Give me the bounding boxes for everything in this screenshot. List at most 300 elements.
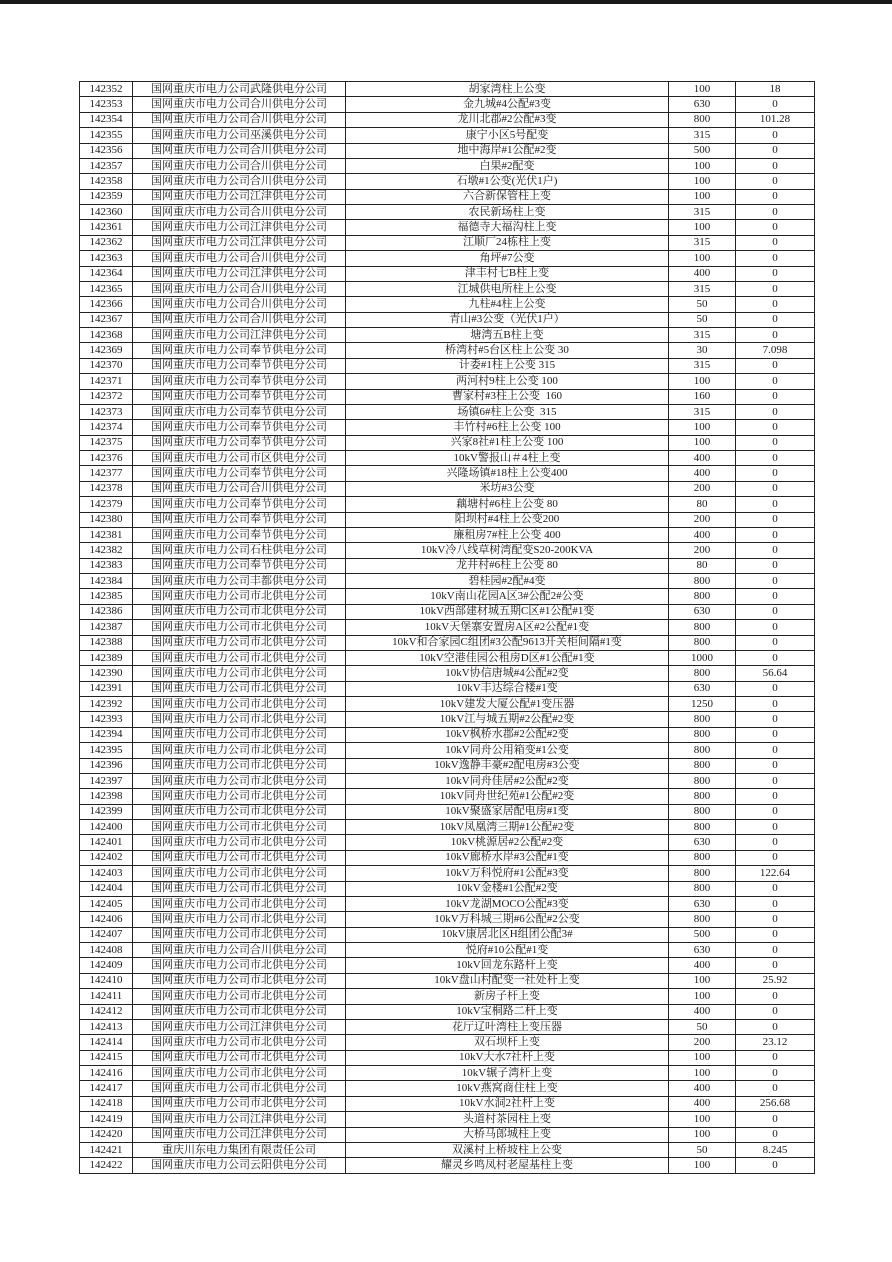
cell-company: 国网重庆市电力公司市北供电分公司: [133, 1035, 346, 1050]
table-row: [80, 835, 815, 850]
cell-capacity: 100: [669, 158, 736, 173]
table-row: [80, 481, 815, 496]
cell-company: 国网重庆市电力公司市北供电分公司: [133, 866, 346, 881]
cell-id: 142357: [80, 158, 133, 173]
cell-company: 国网重庆市电力公司奉节供电分公司: [133, 435, 346, 450]
cell-capacity: 400: [669, 1081, 736, 1096]
cell-transformer-name: 福德寺大福沟柱上变: [346, 220, 669, 235]
cell-capacity: 400: [669, 527, 736, 542]
cell-company: 国网重庆市电力公司江津供电分公司: [133, 1019, 346, 1034]
cell-id: 142385: [80, 589, 133, 604]
cell-company: 国网重庆市电力公司奉节供电分公司: [133, 497, 346, 512]
cell-value: 0: [736, 789, 815, 804]
cell-transformer-name: 10kV大水7社杆上变: [346, 1050, 669, 1065]
cell-company: 国网重庆市电力公司市北供电分公司: [133, 958, 346, 973]
cell-id: 142411: [80, 989, 133, 1004]
cell-id: 142409: [80, 958, 133, 973]
cell-transformer-name: 两河村9柱上公变 100: [346, 374, 669, 389]
cell-transformer-name: 龙川北郡#2公配#3变: [346, 112, 669, 127]
table-row: [80, 128, 815, 143]
table-row: [80, 251, 815, 266]
cell-company: 国网重庆市电力公司市北供电分公司: [133, 1081, 346, 1096]
cell-capacity: 100: [669, 1112, 736, 1127]
cell-capacity: 800: [669, 712, 736, 727]
cell-value: 0: [736, 158, 815, 173]
cell-id: 142354: [80, 112, 133, 127]
cell-company: 国网重庆市电力公司合川供电分公司: [133, 481, 346, 496]
cell-transformer-name: 10kV同舟公用箱变#1公变: [346, 743, 669, 758]
cell-transformer-name: 10kV协信唐城#4公配#2变: [346, 666, 669, 681]
cell-capacity: 315: [669, 281, 736, 296]
cell-id: 142384: [80, 574, 133, 589]
cell-capacity: 400: [669, 1096, 736, 1111]
cell-company: 国网重庆市电力公司市北供电分公司: [133, 850, 346, 865]
cell-value: 0: [736, 297, 815, 312]
table-row: [80, 820, 815, 835]
cell-company: 国网重庆市电力公司合川供电分公司: [133, 297, 346, 312]
cell-value: 0: [736, 727, 815, 742]
table-row: [80, 451, 815, 466]
cell-value: 0: [736, 1019, 815, 1034]
cell-transformer-name: 10kV同舟世纪苑#1公配#2变: [346, 789, 669, 804]
cell-id: 142407: [80, 927, 133, 942]
table-body: [80, 82, 815, 1174]
cell-company: 国网重庆市电力公司江津供电分公司: [133, 1112, 346, 1127]
cell-capacity: 100: [669, 1066, 736, 1081]
cell-capacity: 100: [669, 374, 736, 389]
table-row: [80, 712, 815, 727]
cell-id: 142365: [80, 281, 133, 296]
cell-company: 国网重庆市电力公司江津供电分公司: [133, 1127, 346, 1142]
cell-value: 0: [736, 773, 815, 788]
cell-company: 国网重庆市电力公司江津供电分公司: [133, 235, 346, 250]
cell-value: 0: [736, 943, 815, 958]
cell-capacity: 100: [669, 220, 736, 235]
cell-capacity: 630: [669, 835, 736, 850]
cell-id: 142356: [80, 143, 133, 158]
table-row: [80, 681, 815, 696]
cell-transformer-name: 10kV辗子湾杆上变: [346, 1066, 669, 1081]
cell-value: 0: [736, 604, 815, 619]
cell-transformer-name: 10kV同舟佳居#2公配#2变: [346, 773, 669, 788]
table-row: [80, 727, 815, 742]
cell-capacity: 800: [669, 743, 736, 758]
cell-capacity: 400: [669, 451, 736, 466]
cell-transformer-name: 米坊#3公变: [346, 481, 669, 496]
cell-capacity: 315: [669, 128, 736, 143]
cell-company: 国网重庆市电力公司市北供电分公司: [133, 927, 346, 942]
cell-value: 0: [736, 881, 815, 896]
cell-transformer-name: 江城供电所柱上公变: [346, 281, 669, 296]
cell-transformer-name: 10kV逸静丰豪#2配电房#3公变: [346, 758, 669, 773]
cell-company: 国网重庆市电力公司巫溪供电分公司: [133, 128, 346, 143]
cell-company: 国网重庆市电力公司市北供电分公司: [133, 666, 346, 681]
table-row: [80, 1096, 815, 1111]
cell-company: 国网重庆市电力公司合川供电分公司: [133, 112, 346, 127]
cell-value: 0: [736, 527, 815, 542]
table-row: [80, 1050, 815, 1065]
cell-id: 142359: [80, 189, 133, 204]
cell-company: 国网重庆市电力公司合川供电分公司: [133, 281, 346, 296]
cell-capacity: 50: [669, 1142, 736, 1157]
cell-capacity: 630: [669, 681, 736, 696]
cell-company: 重庆川东电力集团有限责任公司: [133, 1142, 346, 1157]
cell-value: 0: [736, 251, 815, 266]
cell-transformer-name: 九柱#4柱上公变: [346, 297, 669, 312]
cell-id: 142372: [80, 389, 133, 404]
cell-transformer-name: 10kV冷八线草树湾配变S20-200KVA: [346, 543, 669, 558]
table-row: [80, 512, 815, 527]
cell-capacity: 400: [669, 466, 736, 481]
cell-value: 0: [736, 1081, 815, 1096]
cell-id: 142388: [80, 635, 133, 650]
cell-value: 0: [736, 835, 815, 850]
cell-company: 国网重庆市电力公司市北供电分公司: [133, 620, 346, 635]
cell-transformer-name: 曹家村#3柱上公变 160: [346, 389, 669, 404]
table-row: [80, 1112, 815, 1127]
cell-company: 国网重庆市电力公司奉节供电分公司: [133, 558, 346, 573]
cell-transformer-name: 计委#1柱上公变 315: [346, 358, 669, 373]
cell-capacity: 630: [669, 896, 736, 911]
cell-value: 0: [736, 312, 815, 327]
cell-capacity: 800: [669, 112, 736, 127]
cell-transformer-name: 金九城#4公配#3变: [346, 97, 669, 112]
cell-transformer-name: 石墩#1公变(光伏1户): [346, 174, 669, 189]
table-row: [80, 158, 815, 173]
cell-value: 0: [736, 927, 815, 942]
cell-id: 142382: [80, 543, 133, 558]
cell-company: 国网重庆市电力公司合川供电分公司: [133, 97, 346, 112]
cell-value: 0: [736, 697, 815, 712]
table-row: [80, 312, 815, 327]
cell-value: 18: [736, 82, 815, 97]
cell-transformer-name: 10kV和合家园C组团#3公配9613开关柜间隔#1变: [346, 635, 669, 650]
cell-transformer-name: 农民新场柱上变: [346, 205, 669, 220]
cell-transformer-name: 兴家8社#1柱上公变 100: [346, 435, 669, 450]
cell-company: 国网重庆市电力公司奉节供电分公司: [133, 527, 346, 542]
cell-transformer-name: 花厅辽叶湾柱上变压器: [346, 1019, 669, 1034]
table-row: [80, 527, 815, 542]
cell-company: 国网重庆市电力公司市北供电分公司: [133, 773, 346, 788]
table-row: [80, 389, 815, 404]
cell-company: 国网重庆市电力公司市北供电分公司: [133, 697, 346, 712]
cell-capacity: 315: [669, 358, 736, 373]
cell-value: 0: [736, 896, 815, 911]
cell-capacity: 200: [669, 543, 736, 558]
cell-id: 142380: [80, 512, 133, 527]
cell-company: 国网重庆市电力公司奉节供电分公司: [133, 343, 346, 358]
table-row: [80, 281, 815, 296]
cell-value: 0: [736, 574, 815, 589]
cell-transformer-name: 10kV盘山村配变一社处杆上变: [346, 973, 669, 988]
cell-capacity: 400: [669, 1004, 736, 1019]
cell-value: 0: [736, 1127, 815, 1142]
cell-value: 0: [736, 235, 815, 250]
cell-transformer-name: 10kV燕窝商住柱上变: [346, 1081, 669, 1096]
cell-transformer-name: 10kV康居北区H组团公配3#: [346, 927, 669, 942]
cell-value: 0: [736, 1112, 815, 1127]
cell-capacity: 800: [669, 881, 736, 896]
cell-transformer-name: 10kV万科悦府#1公配#3变: [346, 866, 669, 881]
cell-transformer-name: 塘湾五B柱上变: [346, 328, 669, 343]
cell-company: 国网重庆市电力公司合川供电分公司: [133, 143, 346, 158]
cell-id: 142395: [80, 743, 133, 758]
cell-id: 142371: [80, 374, 133, 389]
cell-company: 国网重庆市电力公司市北供电分公司: [133, 896, 346, 911]
cell-company: 国网重庆市电力公司江津供电分公司: [133, 266, 346, 281]
cell-company: 国网重庆市电力公司市北供电分公司: [133, 881, 346, 896]
cell-capacity: 800: [669, 574, 736, 589]
table-row: [80, 1142, 815, 1157]
cell-transformer-name: 江顺厂24栋柱上变: [346, 235, 669, 250]
table-row: [80, 697, 815, 712]
table-row: [80, 958, 815, 973]
cell-id: 142367: [80, 312, 133, 327]
cell-capacity: 50: [669, 1019, 736, 1034]
cell-value: 0: [736, 174, 815, 189]
cell-value: 101.28: [736, 112, 815, 127]
cell-company: 国网重庆市电力公司奉节供电分公司: [133, 420, 346, 435]
cell-value: 0: [736, 466, 815, 481]
cell-id: 142373: [80, 404, 133, 419]
cell-id: 142414: [80, 1035, 133, 1050]
cell-value: 0: [736, 589, 815, 604]
cell-value: 122.64: [736, 866, 815, 881]
cell-id: 142369: [80, 343, 133, 358]
cell-capacity: 160: [669, 389, 736, 404]
cell-transformer-name: 10kV水洞2社杆上变: [346, 1096, 669, 1111]
cell-company: 国网重庆市电力公司市北供电分公司: [133, 743, 346, 758]
cell-company: 国网重庆市电力公司奉节供电分公司: [133, 404, 346, 419]
cell-id: 142352: [80, 82, 133, 97]
table-row: [80, 435, 815, 450]
cell-id: 142405: [80, 896, 133, 911]
cell-capacity: 800: [669, 866, 736, 881]
cell-company: 国网重庆市电力公司市北供电分公司: [133, 1066, 346, 1081]
cell-value: 0: [736, 97, 815, 112]
cell-transformer-name: 青山#3公变（光伏1户）: [346, 312, 669, 327]
cell-id: 142419: [80, 1112, 133, 1127]
cell-value: 0: [736, 281, 815, 296]
cell-id: 142413: [80, 1019, 133, 1034]
cell-id: 142376: [80, 451, 133, 466]
cell-value: 8.245: [736, 1142, 815, 1157]
cell-company: 国网重庆市电力公司云阳供电分公司: [133, 1158, 346, 1173]
cell-transformer-name: 10kV建发大厦公配#1变压器: [346, 697, 669, 712]
cell-transformer-name: 津丰村七B柱上变: [346, 266, 669, 281]
cell-company: 国网重庆市电力公司奉节供电分公司: [133, 466, 346, 481]
table-row: [80, 112, 815, 127]
cell-transformer-name: 白果#2配变: [346, 158, 669, 173]
table-row: [80, 466, 815, 481]
table-row: [80, 989, 815, 1004]
cell-transformer-name: 10kV聚盛家居配电房#1变: [346, 804, 669, 819]
cell-value: 0: [736, 912, 815, 927]
cell-value: 25.92: [736, 973, 815, 988]
cell-transformer-name: 龙井村#6柱上公变 80: [346, 558, 669, 573]
cell-company: 国网重庆市电力公司奉节供电分公司: [133, 358, 346, 373]
cell-value: 0: [736, 128, 815, 143]
cell-company: 国网重庆市电力公司市北供电分公司: [133, 712, 346, 727]
table-row: [80, 189, 815, 204]
cell-company: 国网重庆市电力公司市北供电分公司: [133, 1004, 346, 1019]
table-row: [80, 343, 815, 358]
cell-transformer-name: 角坪#7公变: [346, 251, 669, 266]
cell-capacity: 30: [669, 343, 736, 358]
cell-transformer-name: 头道村茶园柱上变: [346, 1112, 669, 1127]
cell-transformer-name: 10kV龙湖MOCO公配#3变: [346, 896, 669, 911]
cell-id: 142353: [80, 97, 133, 112]
cell-id: 142377: [80, 466, 133, 481]
table-row: [80, 804, 815, 819]
cell-capacity: 100: [669, 973, 736, 988]
table-row: [80, 574, 815, 589]
table-row: [80, 1004, 815, 1019]
cell-capacity: 630: [669, 97, 736, 112]
table-row: [80, 973, 815, 988]
cell-value: 0: [736, 389, 815, 404]
table-row: [80, 543, 815, 558]
cell-value: 0: [736, 758, 815, 773]
table-row: [80, 850, 815, 865]
cell-value: 0: [736, 481, 815, 496]
table-row: [80, 420, 815, 435]
cell-capacity: 100: [669, 1050, 736, 1065]
cell-value: 0: [736, 989, 815, 1004]
cell-transformer-name: 10kV宝桐路二杆上变: [346, 1004, 669, 1019]
cell-company: 国网重庆市电力公司市北供电分公司: [133, 835, 346, 850]
cell-company: 国网重庆市电力公司市北供电分公司: [133, 789, 346, 804]
cell-capacity: 500: [669, 927, 736, 942]
table-row: [80, 943, 815, 958]
cell-company: 国网重庆市电力公司市北供电分公司: [133, 589, 346, 604]
cell-capacity: 100: [669, 82, 736, 97]
cell-company: 国网重庆市电力公司武隆供电分公司: [133, 82, 346, 97]
cell-id: 142408: [80, 943, 133, 958]
cell-id: 142391: [80, 681, 133, 696]
cell-transformer-name: 双溪村上桥坡柱上公变: [346, 1142, 669, 1157]
cell-capacity: 800: [669, 820, 736, 835]
cell-id: 142422: [80, 1158, 133, 1173]
cell-company: 国网重庆市电力公司江津供电分公司: [133, 189, 346, 204]
table-row: [80, 235, 815, 250]
cell-id: 142421: [80, 1142, 133, 1157]
cell-id: 142355: [80, 128, 133, 143]
cell-capacity: 800: [669, 850, 736, 865]
cell-id: 142398: [80, 789, 133, 804]
cell-id: 142392: [80, 697, 133, 712]
cell-capacity: 1000: [669, 650, 736, 665]
cell-id: 142375: [80, 435, 133, 450]
cell-id: 142370: [80, 358, 133, 373]
cell-id: 142381: [80, 527, 133, 542]
cell-id: 142387: [80, 620, 133, 635]
table-row: [80, 97, 815, 112]
cell-transformer-name: 10kV江与城五期#2公配#2变: [346, 712, 669, 727]
table-row: [80, 404, 815, 419]
cell-capacity: 100: [669, 1127, 736, 1142]
cell-id: 142378: [80, 481, 133, 496]
table-row: [80, 1081, 815, 1096]
cell-value: 0: [736, 850, 815, 865]
cell-value: 0: [736, 635, 815, 650]
cell-capacity: 1250: [669, 697, 736, 712]
cell-company: 国网重庆市电力公司市区供电分公司: [133, 451, 346, 466]
cell-capacity: 500: [669, 143, 736, 158]
table-row: [80, 589, 815, 604]
cell-value: 0: [736, 1158, 815, 1173]
cell-company: 国网重庆市电力公司市北供电分公司: [133, 1050, 346, 1065]
cell-transformer-name: 10kV金楼#1公配#2变: [346, 881, 669, 896]
cell-company: 国网重庆市电力公司市北供电分公司: [133, 681, 346, 696]
cell-transformer-name: 六合新保管柱上变: [346, 189, 669, 204]
table-row: [80, 635, 815, 650]
cell-transformer-name: 场镇6#柱上公变 315: [346, 404, 669, 419]
cell-id: 142364: [80, 266, 133, 281]
cell-capacity: 400: [669, 958, 736, 973]
cell-company: 国网重庆市电力公司奉节供电分公司: [133, 512, 346, 527]
cell-value: 0: [736, 804, 815, 819]
table-row: [80, 558, 815, 573]
cell-company: 国网重庆市电力公司江津供电分公司: [133, 220, 346, 235]
cell-capacity: 800: [669, 758, 736, 773]
table-row: [80, 881, 815, 896]
cell-id: 142401: [80, 835, 133, 850]
cell-value: 23.12: [736, 1035, 815, 1050]
table-row: [80, 1127, 815, 1142]
cell-value: 0: [736, 435, 815, 450]
cell-capacity: 200: [669, 1035, 736, 1050]
table-row: [80, 497, 815, 512]
cell-company: 国网重庆市电力公司市北供电分公司: [133, 804, 346, 819]
cell-transformer-name: 10kV天堡寨安置房A区#2公配#1变: [346, 620, 669, 635]
cell-id: 142393: [80, 712, 133, 727]
cell-id: 142386: [80, 604, 133, 619]
cell-value: 0: [736, 558, 815, 573]
cell-transformer-name: 10kV丰达综合楼#1变: [346, 681, 669, 696]
cell-capacity: 200: [669, 481, 736, 496]
cell-id: 142418: [80, 1096, 133, 1111]
cell-transformer-name: 10kV桃源居#2公配#2变: [346, 835, 669, 850]
cell-id: 142368: [80, 328, 133, 343]
cell-id: 142402: [80, 850, 133, 865]
cell-value: 0: [736, 205, 815, 220]
cell-company: 国网重庆市电力公司合川供电分公司: [133, 205, 346, 220]
cell-capacity: 315: [669, 404, 736, 419]
cell-transformer-name: 兴隆场镇#18柱上公变400: [346, 466, 669, 481]
cell-company: 国网重庆市电力公司市北供电分公司: [133, 1096, 346, 1111]
cell-capacity: 80: [669, 497, 736, 512]
table-row: [80, 266, 815, 281]
cell-capacity: 800: [669, 804, 736, 819]
cell-capacity: 800: [669, 789, 736, 804]
cell-id: 142406: [80, 912, 133, 927]
table-row: [80, 143, 815, 158]
cell-value: 0: [736, 143, 815, 158]
cell-company: 国网重庆市电力公司市北供电分公司: [133, 820, 346, 835]
cell-transformer-name: 悦府#10公配#1变: [346, 943, 669, 958]
table-row: [80, 205, 815, 220]
cell-id: 142404: [80, 881, 133, 896]
table-row: [80, 174, 815, 189]
cell-transformer-name: 丰竹村#6柱上公变 100: [346, 420, 669, 435]
table-row: [80, 297, 815, 312]
cell-company: 国网重庆市电力公司市北供电分公司: [133, 973, 346, 988]
cell-id: 142358: [80, 174, 133, 189]
table-row: [80, 789, 815, 804]
cell-transformer-name: 地中海岸#1公配#2变: [346, 143, 669, 158]
cell-value: 0: [736, 650, 815, 665]
